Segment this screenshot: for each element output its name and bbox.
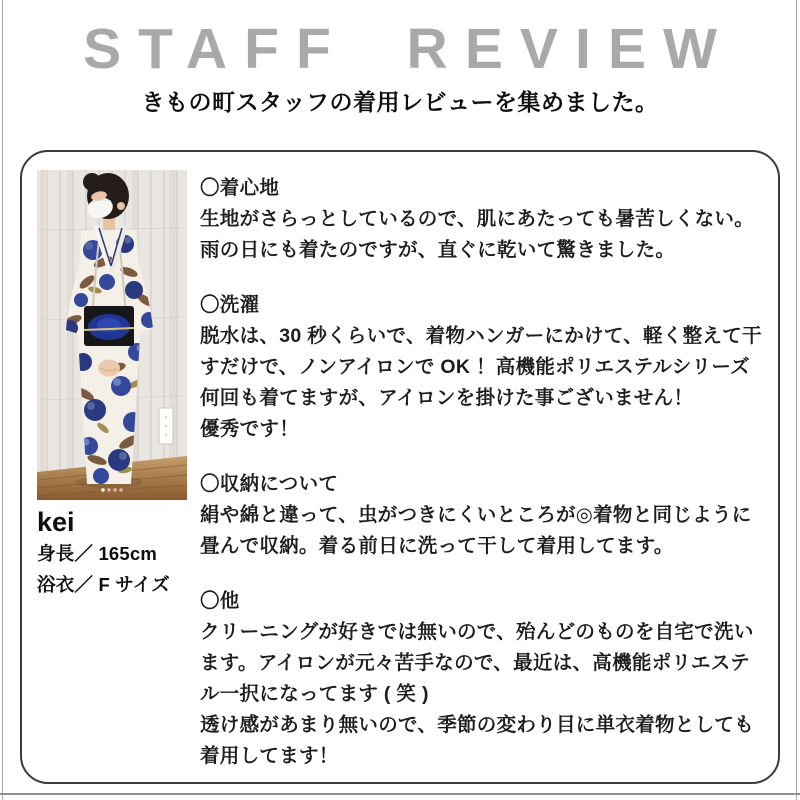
reviewer-name: kei bbox=[37, 507, 75, 537]
review-section-washing bbox=[200, 290, 772, 445]
review-line: 雨の日にも着たのですが、直ぐに乾いて驚きました。 bbox=[200, 239, 676, 261]
section-title: 〇洗濯 bbox=[200, 294, 260, 316]
review-line: 脱水は、30 秒くらいで、着物ハンガーにかけて、軽く整えて干 bbox=[200, 325, 762, 347]
reviewer-size: 浴衣／ F サイズ bbox=[37, 574, 170, 595]
review-section-other bbox=[200, 586, 772, 772]
reviewer-height: 身長／ 165cm bbox=[37, 543, 158, 564]
section-title: 〇他 bbox=[200, 590, 240, 612]
review-card bbox=[20, 150, 780, 784]
review-line: 畳んで収納。着る前日に洗って干して着用してます。 bbox=[200, 535, 674, 557]
page-right-rule bbox=[796, 0, 797, 800]
staff-review-header bbox=[0, 18, 800, 116]
review-line: ル一択になってます ( 笑 ) bbox=[200, 683, 429, 705]
page-left-rule bbox=[2, 0, 3, 800]
review-line: 生地がさらっとしているので、肌にあたっても暑苦しくない。 bbox=[200, 208, 755, 230]
section-title: 〇着心地 bbox=[200, 177, 280, 199]
reviewer-profile bbox=[37, 506, 197, 600]
review-line: ます。アイロンが元々苦手なので、最近は、高機能ポリエステ bbox=[200, 652, 750, 674]
page-subtitle: きもの町スタッフの着用レビューを集めました。 bbox=[141, 89, 659, 115]
review-line: クリーニングが好きでは無いので、殆んどのものを自宅で洗い bbox=[200, 621, 754, 643]
review-line: 着用してます！ bbox=[200, 745, 339, 767]
section-title: 〇収納について bbox=[200, 473, 339, 495]
page-bottom-rule bbox=[0, 793, 800, 795]
review-line: 何回も着てますが、アイロンを掛けた事ございません！ bbox=[200, 387, 694, 409]
reviewer-photo bbox=[37, 170, 187, 500]
obi-sash bbox=[84, 306, 134, 346]
review-line: 透け感があまり無いので、季節の変わり目に単衣着物としても bbox=[200, 714, 755, 736]
review-text-column bbox=[200, 173, 772, 772]
reviewer-photo-illustration bbox=[37, 170, 187, 500]
review-section-storage bbox=[200, 469, 772, 562]
light-switch-icon bbox=[159, 408, 173, 444]
review-line: 優秀です！ bbox=[200, 418, 300, 440]
page-title: STAFF REVIEW bbox=[83, 17, 735, 81]
review-line: 絹や綿と違って、虫がつきにくいところが◎着物と同じように bbox=[200, 504, 752, 526]
review-line: すだけで、ノンアイロンで OK ！高機能ポリエステルシリーズ bbox=[200, 356, 750, 378]
review-section-comfort bbox=[200, 173, 772, 266]
